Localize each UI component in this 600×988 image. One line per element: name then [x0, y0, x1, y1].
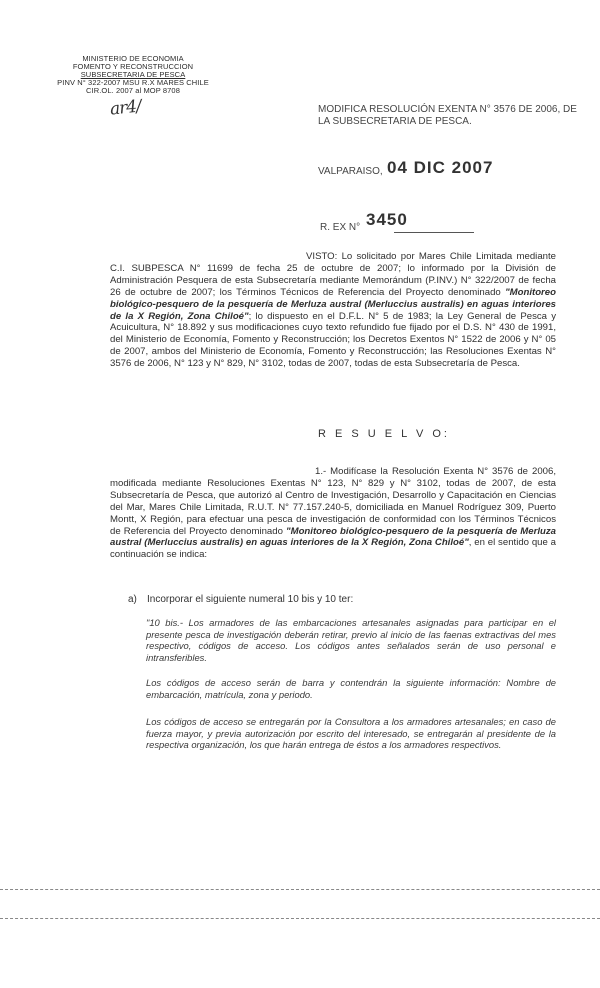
numeral-10-bis-codes-content: Los códigos de acceso serán de barra y contendrán la siguiente información: Nombre de embarcación, matrícula, zona y periodo. [146, 677, 556, 700]
scan-edge-line [0, 918, 600, 919]
subsecretaria-line: SUBSECRETARIA DE PESCA [80, 70, 186, 79]
visto-label: VISTO: [306, 251, 338, 262]
visto-project-title: "Monitoreo biológico-pesquero de la pesquería de Merluza austral (Merluccius australis) en aguas interiores de la X Región, Zona Chiloé" [110, 286, 556, 322]
item-1-paragraph [110, 466, 556, 561]
rex-number: 3450 [366, 210, 408, 229]
reference-code-line-2: CIR.OL. 2007 al MOP 8708 [86, 86, 180, 95]
resolution-reference: MODIFICA RESOLUCIÓN EXENTA N° 3576 DE 2006, DE LA SUBSECRETARIA DE PESCA. [318, 104, 577, 127]
item-a-marker: a) [128, 594, 137, 605]
ministry-line-2: FOMENTO Y RECONSTRUCCION [72, 62, 194, 71]
ministry-line-1: MINISTERIO DE ECONOMIA [82, 54, 184, 63]
item-1-text-2: , en el sentido que a continuación se indica: [110, 537, 556, 561]
handwritten-initials: ar4/ [109, 96, 142, 120]
numeral-10-bis-codes-delivery: Los códigos de acceso se entregarán por la Consultora a los armadores artesanales; en caso de fuerza mayor, y previa autorización por escrito del interesado, se entregarán al presidente de la respectiva organización, los que harán entrega de éstos a los armadores respectivos. [146, 716, 556, 750]
resuelvo-heading: R E S U E L V O: [318, 428, 450, 440]
visto-paragraph [110, 251, 556, 370]
rex-underline [394, 232, 474, 233]
visto-text-2: ; lo dispuesto en el D.F.L. N° 5 de 1983; la Ley General de Pesca y Acuicultura, N° 18.892 y sus modificaciones cuyo texto refundido fue fijado por el D.S. N° 430 de 1991, del Ministerio de Economía, Fomento y Reconstrucción; los Decretos Exentos N° 1522 de 2006 y N° 05 de 2007, ambos del Ministerio de Economía, Fomento y Reconstrucción; las Resoluciones Exentas N° 3576 de 2006, N° 123 y N° 829, N° 3102, todas de 2007, todas de esta Subsecretaría de Pesca. [110, 310, 556, 370]
rex-label: R. EX N° [320, 222, 361, 233]
item-1-text-1: 1.- Modifícase la Resolución Exenta N° 3576 de 2006, modificada mediante Resoluciones Exentas N° 123, N° 829 y N° 3102, todas de 2007, de esta Subsecretaría de Pesca, que autorizó al Centro de Investigación, Desarrollo y Capacitación en Ciencias del Mar, Mares Chile Limitada, R.U.T. N° 77.157.240-5, domiciliada en Manuel Rodríguez 309, Puerto Montt, X Región, para efectuar una pesca de investigación de conformidad con los Términos Técnicos de Referencia del Proyecto denominado [110, 466, 556, 537]
date-stamp: 04 DIC 2007 [387, 158, 494, 177]
visto-text-1: Lo solicitado por Mares Chile Limitada mediante C.I. SUBPESCA N° 11699 de fecha 25 de octubre de 2007; lo informado por la División de Administración Pesquera de esta Subsecretaría mediante Memorándum (P.INV.) N° 322/2007 de fecha 26 de octubre de 2007; los Términos Técnicos de Referencia del Proyecto denominado [110, 251, 556, 298]
item-1-project-title: "Monitoreo biológico-pesquero de la pesquería de Merluza austral (Merluccius australis) en aguas interiores de la X Región, Zona Chiloé" [110, 525, 556, 549]
scan-edge-line [0, 889, 600, 890]
item-a-text: Incorporar el siguiente numeral 10 bis y 10 ter: [147, 594, 354, 605]
reference-code-line: PINV N° 322-2007 MSU R.X MARES CHILE [57, 78, 209, 87]
place-label: VALPARAISO, [318, 166, 383, 177]
numeral-10-bis: "10 bis.- Los armadores de las embarcaciones artesanales asignadas para participar en el presente pesca de investigación deberán retirar, previo al inicio de las faenas extractivas del mes respectivo, códigos de acceso. Los códigos antes señalados serán de uso personal e intransferibles. [146, 617, 556, 663]
